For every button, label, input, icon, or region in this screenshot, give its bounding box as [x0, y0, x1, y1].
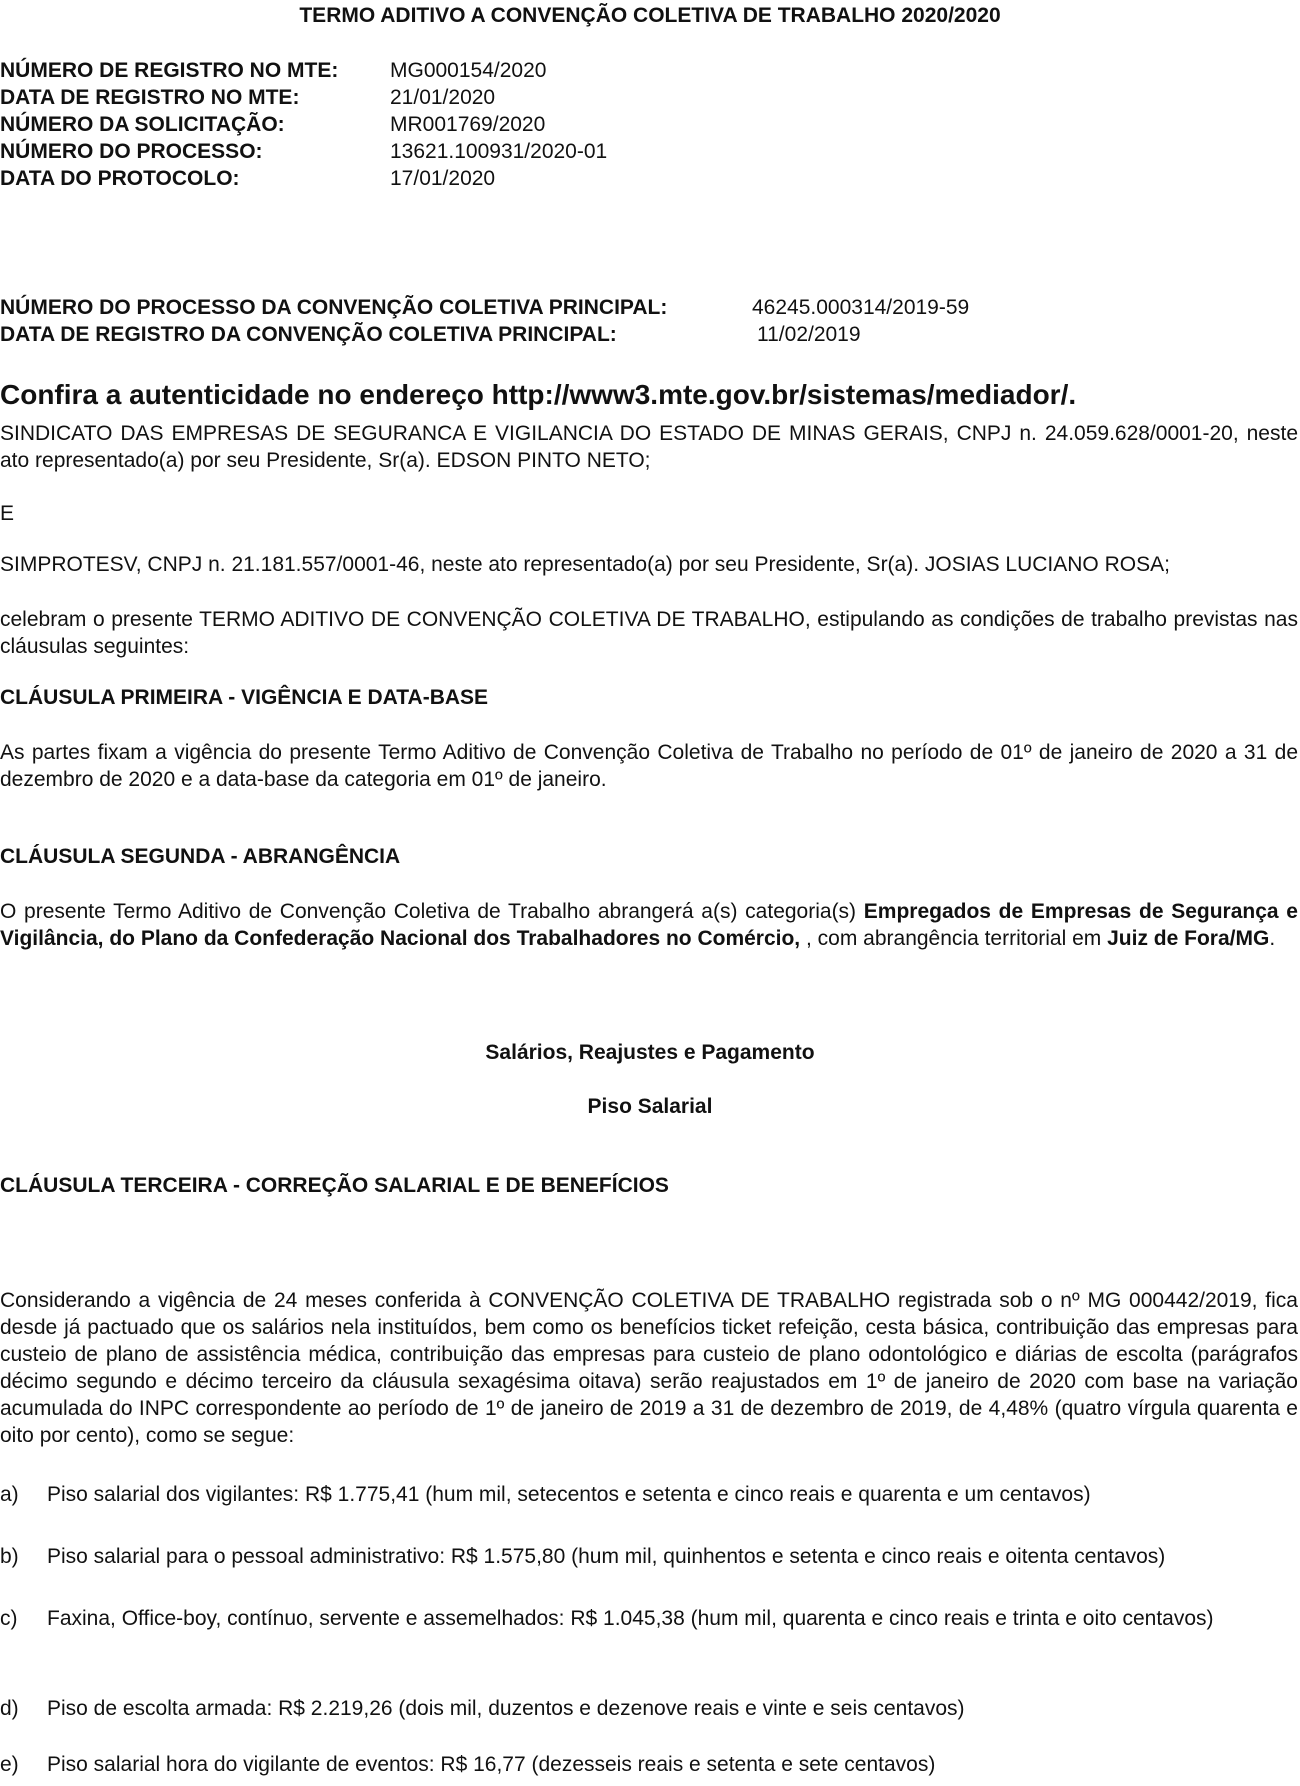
salary-item [0, 1481, 1298, 1508]
registration-value: 13621.100931/2020-01 [390, 140, 608, 163]
salary-item-text: Piso salarial para o pessoal administrativo: R$ 1.575,80 (hum mil, quinhentos e setenta e cinco reais e oitenta centavos) [47, 1545, 1166, 1568]
intro-paragraph: celebram o presente TERMO ADITIVO DE CONVENÇÃO COLETIVA DE TRABALHO, estipulando as condições de trabalho previstas nas cláusulas seguintes: [0, 608, 1298, 658]
principal-label: NÚMERO DO PROCESSO DA CONVENÇÃO COLETIVA PRINCIPAL: [0, 296, 668, 319]
clause1-title: CLÁUSULA PRIMEIRA - VIGÊNCIA E DATA-BASE [0, 686, 489, 709]
clause2-text-before: O presente Termo Aditivo de Convenção Coletiva de Trabalho abrangerá a(s) categoria(s) [0, 900, 864, 923]
salary-item-text: Piso salarial hora do vigilante de eventos: R$ 16,77 (dezesseis reais e setenta e sete centavos) [47, 1753, 936, 1776]
clause2-territory: Juiz de Fora/MG [1107, 927, 1270, 950]
salary-item-text: Piso salarial dos vigilantes: R$ 1.775,41 (hum mil, setecentos e setenta e cinco reais e quarenta e um centavos) [47, 1483, 1091, 1506]
registration-label: NÚMERO DE REGISTRO NO MTE: [0, 59, 339, 82]
section-heading: Salários, Reajustes e Pagamento [485, 1041, 815, 1064]
salary-item [0, 1751, 1298, 1778]
principal-value: 11/02/2019 [757, 323, 861, 346]
salary-item [0, 1695, 1298, 1722]
party-union: SIMPROTESV, CNPJ n. 21.181.557/0001-46, neste ato representado(a) por seu Presidente, Sr(a). JOSIAS LUCIANO ROSA; [0, 553, 1170, 576]
clause2-text-middle: , com abrangência territorial em [800, 927, 1108, 950]
registration-label: DATA DO PROTOCOLO: [0, 167, 240, 190]
party-employer: SINDICATO DAS EMPRESAS DE SEGURANCA E VIGILANCIA DO ESTADO DE MINAS GERAIS, CNPJ n. 24.059.628/0001-20, neste ato representado(a) por seu Presidente, Sr(a). EDSON PINTO NETO; [0, 422, 1298, 472]
clause2-title: CLÁUSULA SEGUNDA - ABRANGÊNCIA [0, 845, 401, 868]
clause2-text-end: . [1269, 927, 1276, 950]
salary-item-letter: d) [0, 1697, 19, 1720]
registration-label: NÚMERO DA SOLICITAÇÃO: [0, 113, 285, 136]
registration-value: 17/01/2020 [390, 167, 496, 190]
clause3-title: CLÁUSULA TERCEIRA - CORREÇÃO SALARIAL E DE BENEFÍCIOS [0, 1174, 669, 1197]
principal-value: 46245.000314/2019-59 [752, 296, 970, 319]
registration-value: 21/01/2020 [390, 86, 496, 109]
salary-item-letter: e) [0, 1753, 19, 1776]
clause2-text [0, 898, 1298, 952]
salary-item-letter: c) [0, 1607, 18, 1630]
registration-value: MR001769/2020 [390, 113, 546, 136]
salary-item-text: Faxina, Office-boy, contínuo, servente e assemelhados: R$ 1.045,38 (hum mil, quarenta e cinco reais e trinta e oito centavos) [47, 1607, 1214, 1630]
registration-label: NÚMERO DO PROCESSO: [0, 140, 263, 163]
salary-item-text: Piso de escolta armada: R$ 2.219,26 (dois mil, duzentos e dezenove reais e vinte e seis centavos) [47, 1697, 965, 1720]
salary-item [0, 1605, 1298, 1632]
salary-item-letter: b) [0, 1545, 19, 1568]
registration-label: DATA DE REGISTRO NO MTE: [0, 86, 300, 109]
party-conjunction: E [0, 502, 15, 525]
principal-label: DATA DE REGISTRO DA CONVENÇÃO COLETIVA PRINCIPAL: [0, 323, 617, 346]
registration-value: MG000154/2020 [390, 59, 547, 82]
salary-item [0, 1543, 1298, 1570]
clause1-text: As partes fixam a vigência do presente Termo Aditivo de Convenção Coletiva de Trabalho no período de 01º de janeiro de 2020 a 31 de dezembro de 2020 e a data-base da categoria em 01º de janeiro. [0, 741, 1298, 791]
clause2-category: Empregados de Empresas de Segurança e Vigilância, do Plano da Confederação Nacional dos Trabalhadores no Comércio, [0, 900, 1298, 950]
document-title: TERMO ADITIVO A CONVENÇÃO COLETIVA DE TRABALHO 2020/2020 [299, 4, 1001, 27]
section-subheading: Piso Salarial [587, 1095, 713, 1118]
salary-item-letter: a) [0, 1483, 19, 1506]
clause3-text: Considerando a vigência de 24 meses conferida à CONVENÇÃO COLETIVA DE TRABALHO registrada sob o nº MG 000442/2019, fica desde já pactuado que os salários nela instituídos, bem como os benefícios ticket refeição, cesta básica, contribuição das empresas para custeio de plano de assistência médica, contribuição das empresas para custeio de plano odontológico e diárias de escolta (parágrafos décimo segundo e décimo terceiro da cláusula sexagésima oitava) serão reajustados em 1º de janeiro de 2020 com base na variação acumulada do INPC correspondente ao período de 1º de janeiro de 2019 a 31 de dezembro de 2019, de 4,48% (quatro vírgula quarenta e oito por cento), como se segue: [0, 1289, 1298, 1447]
authenticity-notice: Confira a autenticidade no endereço http://www3.mte.gov.br/sistemas/mediador/. [0, 379, 1077, 410]
